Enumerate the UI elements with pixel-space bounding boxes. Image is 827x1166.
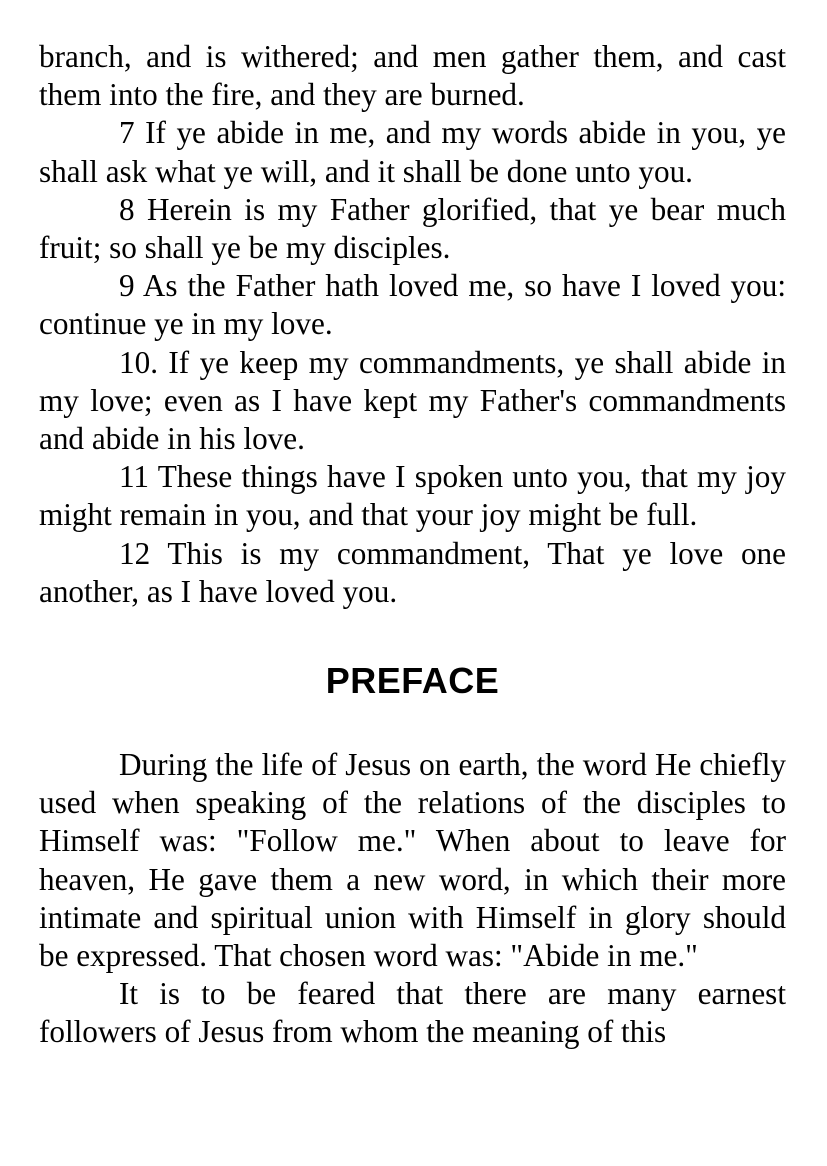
scripture-verse-9: 9 As the Father hath loved me, so have I loved you: continue ye in my love. [39, 268, 786, 342]
scripture-verse-7: 7 If ye abide in me, and my words abide in you, ye shall ask what ye will, and it shall be done unto you. [39, 115, 786, 189]
preface-paragraph-2: It is to be feared that there are many earnest followers of Jesus from whom the meaning of this [39, 976, 786, 1050]
scripture-verse-8: 8 Herein is my Father glorified, that ye bear much fruit; so shall ye be my disciples. [39, 191, 786, 266]
scripture-verse-12: 12 This is my commandment, That ye love one another, as I have loved you. [39, 535, 786, 609]
scripture-verse-11: 11 These things have I spoken unto you, that my joy might remain in you, and that your joy might be full. [39, 459, 786, 533]
scripture-paragraph-continuation: branch, and is withered; and men gather them, and cast them into the fire, and they are burned. [39, 39, 786, 113]
scripture-verse-10: 10. If ye keep my commandments, ye shall abide in my love; even as I have kept my Father's commandments and abide in his love. [39, 344, 786, 457]
preface-paragraph-1: During the life of Jesus on earth, the word He chiefly used when speaking of the relations of the disciples to Himself was: "Follow me." When about to leave for heaven, He gave them a new word, in which their more intimate and spiritual union with Himself in glory should be expressed. That chosen word was: "Abide in me." [39, 747, 786, 974]
preface-heading: PREFACE [325, 660, 500, 702]
document-page [39, 38, 786, 1052]
scripture-section [39, 38, 786, 611]
preface-section [39, 746, 786, 1052]
